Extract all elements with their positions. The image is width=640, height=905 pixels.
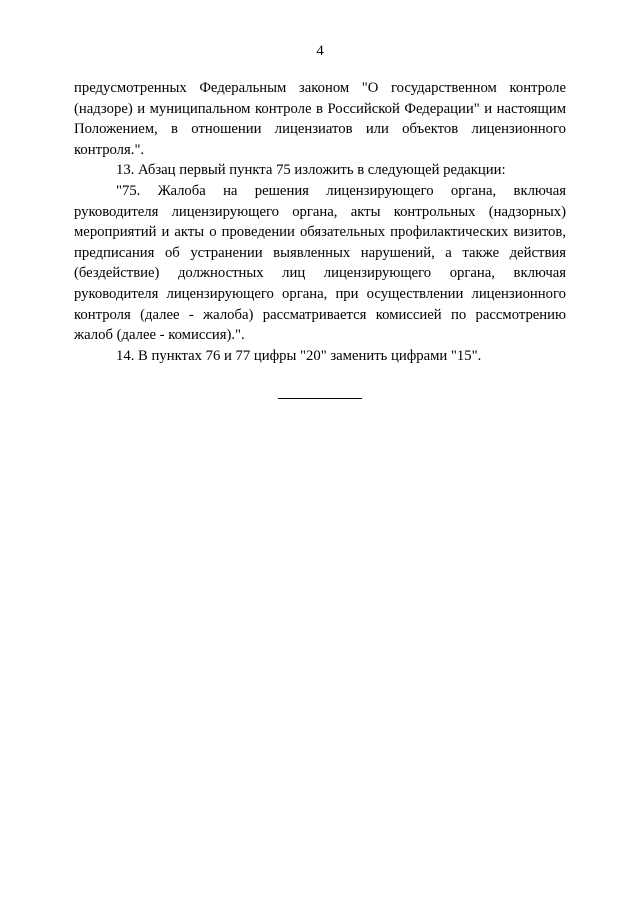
paragraph-continuation: предусмотренных Федеральным законом "О государственном контроле (надзоре) и муниципальном контроле в Российской Федерации" и настоящим Положением, в отношении лицензиатов или объектов лицензионного контроля.". — [74, 80, 566, 158]
paragraph-quoted-item-75: "75. Жалоба на решения лицензирующего органа, включая руководителя лицензирующего органа, акты контрольных (надзорных) мероприятий и акты о проведении обязательных профилактических визитов, предписания об устранении выявленных нарушений, а также действия (бездействие) должностных лиц лицензирующего органа, включая руководителя лицензирующего органа, при осуществлении лицензионного контроля (далее - жалоба) рассматривается комиссией по рассмотрению жалоб (далее - комиссия).". — [74, 182, 566, 344]
document-body — [74, 78, 566, 366]
paragraph-item-14: 14. В пунктах 76 и 77 цифры "20" заменить цифрами "15". — [116, 347, 482, 364]
paragraph-item-13: 13. Абзац первый пункта 75 изложить в следующей редакции: — [116, 162, 506, 179]
end-divider-line — [278, 398, 362, 399]
page-number: 4 — [316, 43, 324, 59]
